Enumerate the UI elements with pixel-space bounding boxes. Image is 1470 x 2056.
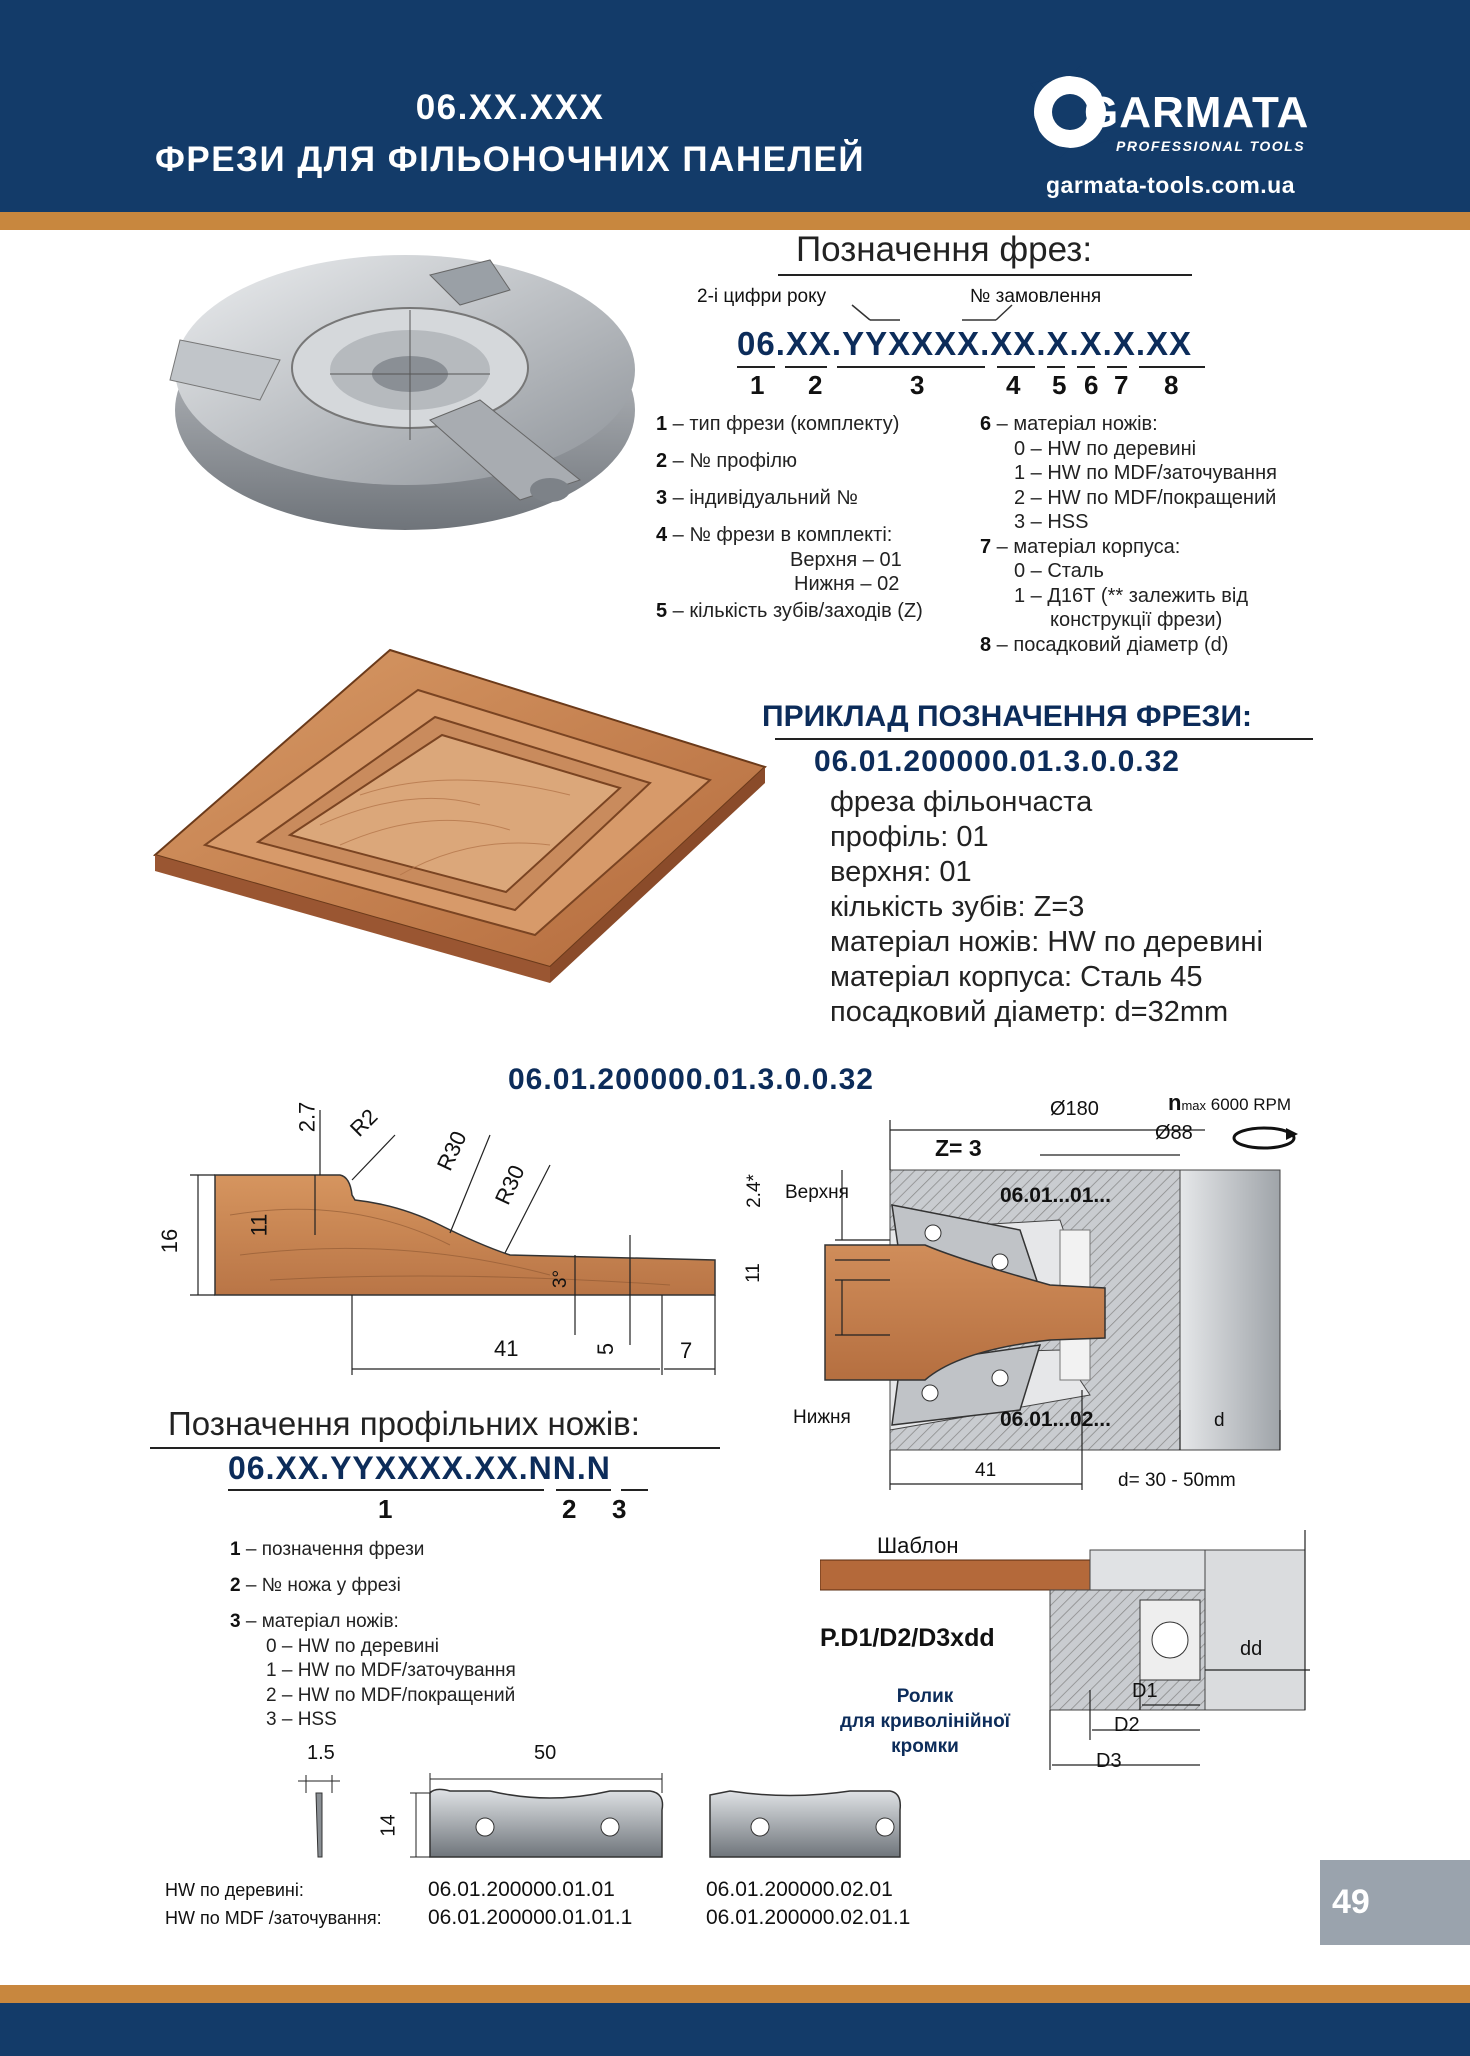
- example-details: [830, 785, 1263, 1030]
- page-title: ФРЕЗИ ДЛЯ ФІЛЬОНОЧНИХ ПАНЕЛЕЙ: [154, 140, 866, 179]
- example-line: верхня: 01: [830, 856, 972, 888]
- top-knife-code: 06.01...01...: [1000, 1184, 1111, 1207]
- legend-sub: 2 – HW по MDF/покращений: [1014, 486, 1277, 509]
- row2-label: HW по MDF /заточування:: [165, 1908, 382, 1928]
- legend-num: 2: [656, 450, 668, 472]
- legend-num: 4: [656, 524, 668, 546]
- dim-1-5: 1.5: [307, 1742, 335, 1764]
- code-num-6: 6: [1084, 370, 1099, 400]
- knives-legend: [230, 1538, 650, 1733]
- dim-d88: Ø88: [1155, 1122, 1193, 1144]
- label-year-digits: 2-і цифри року: [697, 286, 827, 307]
- legend-text: – позначення фрези: [240, 1539, 425, 1560]
- logo-text: GARMATA: [1084, 88, 1310, 137]
- knife-num-2: 2: [562, 1494, 577, 1524]
- knife-code-r2-b: 06.01.200000.02.01.1: [706, 1906, 911, 1929]
- dim-d2: D2: [1114, 1714, 1140, 1736]
- dim-50: 50: [534, 1742, 557, 1764]
- dim-r30-a: R30: [431, 1127, 472, 1175]
- dim-dd: dd: [1240, 1638, 1263, 1660]
- designation-title: Позначення фрез:: [778, 230, 1192, 276]
- dim-d1: D1: [1132, 1680, 1158, 1702]
- legend-sub: 0 – Сталь: [1014, 560, 1104, 582]
- example-line: профіль: 01: [830, 821, 989, 853]
- dim-41: 41: [494, 1336, 519, 1361]
- roller-line: кромки: [891, 1736, 959, 1757]
- example-line: посадковий діаметр: d=32mm: [830, 996, 1229, 1028]
- legend-num: 3: [230, 1611, 241, 1632]
- roller-description: [820, 1684, 1030, 1759]
- dim-2-4: 2.4*: [743, 1174, 765, 1208]
- dim-11: 11: [246, 1213, 272, 1237]
- cutter-section-drawing: [760, 1110, 1320, 1510]
- code-num-3: 3: [910, 370, 925, 400]
- legend-num: 7: [980, 535, 992, 558]
- footer-band: [0, 2003, 1470, 2056]
- example-line: фреза фільончаста: [830, 786, 1093, 818]
- legend-sub: 3 – HSS: [266, 1709, 337, 1730]
- dim-d3: D3: [1096, 1750, 1122, 1772]
- legend-text: – матеріал ножів:: [240, 1611, 399, 1632]
- legend-text: – кількість зубів/заходів (Z): [667, 599, 923, 622]
- dim-cutter-41: 41: [975, 1460, 997, 1481]
- legend-text: – матеріал корпуса:: [991, 535, 1181, 558]
- legend-text: – № профілю: [667, 450, 798, 472]
- example-line: матеріал ножів: HW по деревині: [830, 926, 1264, 958]
- example-line: матеріал корпуса: Сталь 45: [830, 961, 1203, 993]
- legend-sub: 1 – HW по MDF/заточування: [1014, 462, 1277, 484]
- designation-code: 06.XX.YYXXXX.XX.X.X.X.XX: [737, 325, 1193, 362]
- rotation-arrow-icon: [1224, 1120, 1304, 1156]
- example-line: кількість зубів: Z=3: [830, 891, 1085, 923]
- legend-text: – посадковий діаметр (d): [991, 633, 1229, 656]
- knives-code-underlines: [226, 1488, 656, 1494]
- legend-sub: 1 – HW по MDF/заточування: [266, 1660, 516, 1681]
- legend-num: 5: [656, 599, 668, 622]
- code-num-8: 8: [1164, 370, 1179, 400]
- dim-16: 16: [157, 1228, 183, 1254]
- dim-d: d: [1214, 1410, 1225, 1431]
- example-code: 06.01.200000.01.3.0.0.32: [814, 745, 1180, 778]
- legend-num: 2: [230, 1575, 241, 1596]
- knives-code: 06.XX.YYXXXX.XX.NN.N: [228, 1450, 611, 1486]
- legend-sub: Нижня – 02: [794, 573, 900, 595]
- knife-code-r2-a: 06.01.200000.01.01.1: [428, 1906, 633, 1929]
- legend-num: 6: [980, 413, 992, 435]
- legend-text: – тип фрези (комплекту): [667, 413, 900, 435]
- panel-illustration: [150, 645, 790, 985]
- logo-subtitle: PROFESSIONAL TOOLS: [1116, 138, 1306, 154]
- code-num-4: 4: [1006, 370, 1021, 400]
- dim-14: 14: [377, 1814, 400, 1837]
- legend-sub: 1 – Д16Т (** залежить від: [1014, 584, 1248, 607]
- teeth-count: Z= 3: [935, 1135, 982, 1161]
- bottom-knife-code: 06.01...02...: [1000, 1408, 1111, 1431]
- knife-code-r1-a: 06.01.200000.01.01: [428, 1878, 615, 1901]
- legend-text: – матеріал ножів:: [991, 413, 1158, 435]
- header-accent-bar: [0, 212, 1470, 230]
- example-divider: [775, 738, 1313, 740]
- code-num-7: 7: [1114, 370, 1129, 400]
- dim-cutter-11: 11: [742, 1263, 764, 1283]
- code-num-5: 5: [1052, 370, 1067, 400]
- dim-r30-b: R30: [489, 1161, 530, 1209]
- profile-drawing: [150, 1085, 730, 1385]
- rpm-value: 6000 RPM: [1206, 1095, 1292, 1114]
- template-label: Шаблон: [877, 1533, 959, 1558]
- footer-accent-bar: [0, 1985, 1470, 2003]
- dim-d-range: d= 30 - 50mm: [1118, 1470, 1236, 1491]
- roller-line: для криволінійної: [839, 1711, 1011, 1732]
- roller-code: P.D1/D2/D3xdd: [820, 1624, 995, 1652]
- dim-2-7: 2.7: [294, 1101, 320, 1133]
- knives-title: Позначення профільних ножів:: [150, 1405, 720, 1449]
- legend-sub: 0 – HW по деревині: [1014, 437, 1197, 460]
- legend-num: 1: [230, 1539, 241, 1560]
- garmata-logo: [1030, 66, 1350, 166]
- legend-text: – індивідуальний №: [667, 487, 858, 509]
- code-num-2: 2: [808, 370, 823, 400]
- legend-sub: конструкції фрези): [1050, 609, 1223, 631]
- drawing-code: 06.01.200000.01.3.0.0.32: [508, 1063, 874, 1096]
- website-link[interactable]: garmata-tools.com.ua: [1046, 172, 1295, 198]
- knife-code-r1-b: 06.01.200000.02.01: [706, 1878, 893, 1901]
- legend-sub: 2 – HW по MDF/покращений: [266, 1684, 516, 1706]
- legend-num: 8: [980, 633, 992, 656]
- legend-num: 1: [656, 413, 668, 435]
- page-number: 49: [1320, 1860, 1470, 1945]
- label-upper: Верхня: [785, 1182, 849, 1203]
- dim-r2: R2: [344, 1103, 383, 1142]
- label-lower: Нижня: [793, 1407, 851, 1428]
- dim-7: 7: [680, 1338, 693, 1363]
- row1-label: HW по деревині:: [165, 1880, 304, 1900]
- rpm-sub: max: [1181, 1098, 1207, 1113]
- legend-num: 3: [656, 487, 668, 509]
- legend-text: – № фрези в комплекті:: [667, 524, 893, 546]
- designation-legend-left: [656, 412, 986, 623]
- roller-line: Ролик: [896, 1686, 954, 1707]
- legend-sub: Верхня – 01: [790, 548, 902, 571]
- label-order-number: № замовлення: [970, 286, 1102, 307]
- legend-sub: 0 – HW по деревині: [266, 1635, 439, 1657]
- example-title: ПРИКЛАД ПОЗНАЧЕННЯ ФРЕЗИ:: [762, 700, 1253, 733]
- code-num-1: 1: [750, 370, 765, 400]
- dim-5: 5: [593, 1342, 619, 1356]
- dim-d180: Ø180: [1050, 1098, 1099, 1120]
- knife-num-3: 3: [612, 1494, 627, 1524]
- cutter-illustration: [160, 250, 650, 550]
- page-title-code: 06.XX.XXX: [415, 88, 605, 127]
- legend-sub: 3 – HSS: [1014, 511, 1089, 533]
- max-rpm: [1168, 1090, 1291, 1116]
- knife-num-1: 1: [378, 1494, 393, 1524]
- rpm-n: n: [1168, 1090, 1182, 1115]
- legend-text: – № ножа у фрезі: [240, 1575, 401, 1596]
- designation-legend-right: [980, 412, 1320, 657]
- dim-3deg: 3°: [550, 1269, 572, 1289]
